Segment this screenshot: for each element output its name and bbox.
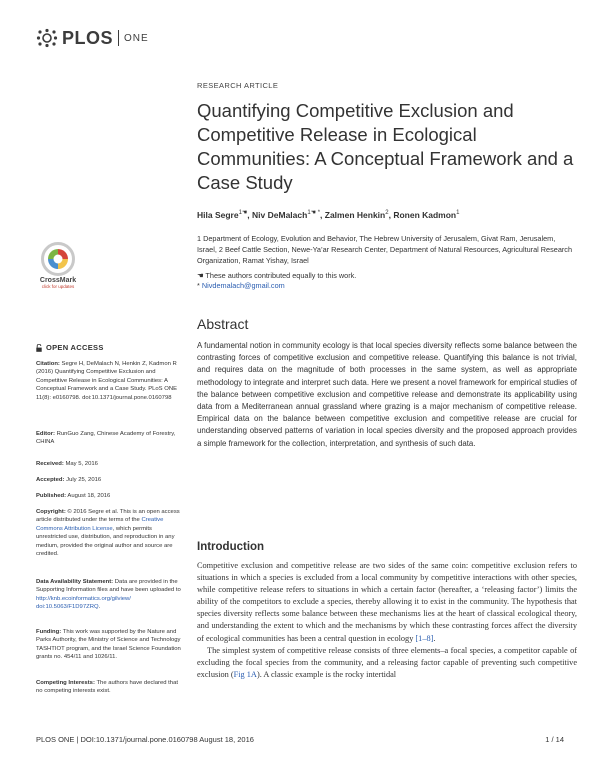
email-link[interactable]: Nivdemalach@gmail.com <box>201 281 285 290</box>
paragraph-text: ). A classic example is the rocky intertidal <box>256 669 397 679</box>
data-availability-end: . <box>98 604 101 611</box>
author-notes <box>197 271 577 291</box>
funding-block <box>36 628 181 662</box>
crossmark-icon <box>41 242 75 276</box>
accepted-line <box>36 476 181 484</box>
paragraph <box>197 560 577 645</box>
page-number: 1 / 14 <box>545 735 564 744</box>
editor-text: RunGuo Zang, Chinese Academy of Forestry, CHINA <box>36 431 176 446</box>
author-name: Hila Segre <box>197 209 239 220</box>
crossmark-label: CrossMark <box>39 277 77 284</box>
plos-logo[interactable] <box>36 28 149 48</box>
crossmark-sublabel: click for updates <box>41 284 75 289</box>
copyright-text: © 2016 Segre et al. This is an open access article distributed under the terms of the <box>36 509 180 524</box>
affiliations: 1 Department of Ecology, Evolution and Behavior, The Hebrew University of Jerusalem, Givat Ram, Jerusalem, Israel, 2 Beef Cattle Section, Newe-Ya’ar Research Center, Department of Natural Resources, Agricultural Research Organization, Ramat Yishay, Israel <box>197 234 573 265</box>
published-line <box>36 492 181 500</box>
published-label: Published: <box>36 493 67 499</box>
author-affiliation-mark: 1☚ * <box>307 210 321 216</box>
competing-interests-label: Competing Interests: <box>36 680 95 686</box>
equal-contribution-note: ☚ These authors contributed equally to this work. <box>197 271 357 280</box>
footer-citation: PLOS ONE | DOI:10.1371/journal.pone.0160798 August 18, 2016 <box>36 735 254 744</box>
journal-name: ONE <box>124 32 149 44</box>
license-link[interactable]: Creative Commons Attribution License <box>36 517 164 532</box>
plos-logo-icon <box>36 28 58 48</box>
crossmark-badge[interactable] <box>36 242 80 289</box>
author-name: Niv DeMalach <box>252 209 308 220</box>
open-access-badge <box>36 344 181 352</box>
article-type: RESEARCH ARTICLE <box>197 81 279 90</box>
open-lock-icon <box>36 344 42 352</box>
author-affiliation-mark: 1☚ <box>238 210 248 216</box>
paragraph <box>197 645 577 681</box>
reference-link[interactable]: [1–8] <box>415 633 434 643</box>
data-availability-label: Data Availability Statement: <box>36 579 114 585</box>
accepted-label: Accepted: <box>36 477 65 483</box>
author-list: Hila Segre$^{1☚}$, Niv DeMalach$^{1☚ *}$, Zalmen Henkin$^2$, Ronen Kadmon$^1$ <box>197 209 460 220</box>
funding-text: This work was supported by the Nature and Parks Authority, the Ministry of Science and Technology TASHTIOT program, and the Israel Science Foundation grants no. 454/11 and 1026/11. <box>36 629 181 661</box>
data-repository-link[interactable]: http://knb.ecoinformatics.org/gilview/ doi:10.5063/F1D97ZRQ <box>36 595 131 611</box>
editor-block <box>36 430 181 447</box>
page-footer <box>36 735 564 744</box>
abstract-text: A fundamental notion in community ecology is that local species diversity reflects some balance between the contrasting forces of competitive exclusion and competitive release. Quantifying this balance is not trivial, and requires data on the magnitude of both processes in the same system, as well as appropriate methodology to integrate and interpret such data. Here we present a novel framework for empirical studies of the balance between competitive exclusion and competitive release and demonstrate its applicability using data from a Mediterranean annual grassland where grazing is a major mechanism of competitive release. Empirical data on the balance between competitive exclusion and competitive release are crucial for understanding observed patterns of variation in local species diversity and the proposed approach provides a simple framework for the collection, interpretation, and synthesis of such data. <box>197 341 577 448</box>
editor-label: Editor: <box>36 431 55 437</box>
citation-block <box>36 360 181 402</box>
open-access-label: OPEN ACCESS <box>46 343 104 352</box>
competing-interests-text: The authors have declared that no competing interests exist. <box>36 680 178 695</box>
copyright-block <box>36 508 181 558</box>
received-label: Received: <box>36 461 64 467</box>
paragraph-text: . <box>433 633 436 643</box>
introduction-body <box>197 560 577 681</box>
author-name: Zalmen Henkin <box>324 209 386 220</box>
competing-interests-block <box>36 679 181 696</box>
accepted-date: July 25, 2016 <box>66 477 102 483</box>
funding-label: Funding: <box>36 629 62 635</box>
logo-divider <box>118 30 119 46</box>
published-date: August 18, 2016 <box>67 493 111 499</box>
data-availability-text: Data are provided in the Supporting Information files and have been uploaded to <box>36 579 181 594</box>
received-date: May 5, 2016 <box>65 461 98 467</box>
author-affiliation-mark: 2 <box>385 210 389 216</box>
logo-text: PLOS <box>62 27 114 48</box>
corresponding-email-line <box>197 281 577 291</box>
citation-text: Segre H, DeMalach N, Henkin Z, Kadmon R (2016) Quantifying Competitive Exclusion and Competitive Release in Ecological Communities: A Conceptual Framework and a Case Study. PLoS ONE 11(8): e0160798. doi:10.1371/journal.pone.0160798 <box>36 361 178 401</box>
paragraph-text: The simplest system of competitive release consists of three elements–a focal species, a competitor capable of excluding the focal species from the community, and a releasing factor capable of preventing such competitive exclusion ( <box>197 645 577 679</box>
author-affiliation-mark: 1 <box>456 210 460 216</box>
citation-label: Citation: <box>36 361 60 367</box>
author-name: Ronen Kadmon <box>393 209 457 220</box>
abstract-heading: Abstract <box>197 316 249 332</box>
corresponding-mark: * <box>197 281 202 290</box>
copyright-text: , which permits unrestricted use, distribution, and reproduction in any medium, provided the original author and source are credited. <box>36 525 175 558</box>
copyright-label: Copyright: <box>36 509 66 515</box>
introduction-heading: Introduction <box>197 541 265 553</box>
data-availability-block <box>36 578 181 612</box>
article-title: Quantifying Competitive Exclusion and Competitive Release in Ecological Communities: A Conceptual Framework and a Case Study <box>197 100 574 193</box>
paragraph-text: Competitive exclusion and competitive release are two sides of the same coin: competitive exclusion refers to situations in which a species is excluded from a local community by competitive interactions with other species, while competitive release refers to situations in which a certain factor (hereafter, a ‘releasing factor’) limits the ability of the competitors to exclude a species, thereby allowing it to exist in the community. The hypothesis that species diversity reflects some balance between these mechanisms lies at the heart of classical ecological theory, and understanding the extent to which and the mechanisms by which these contrasting forces affect the diversity of ecological communities has been a central question in ecology <box>197 561 577 643</box>
figure-link[interactable]: Fig 1A <box>233 669 257 679</box>
received-line <box>36 460 181 468</box>
